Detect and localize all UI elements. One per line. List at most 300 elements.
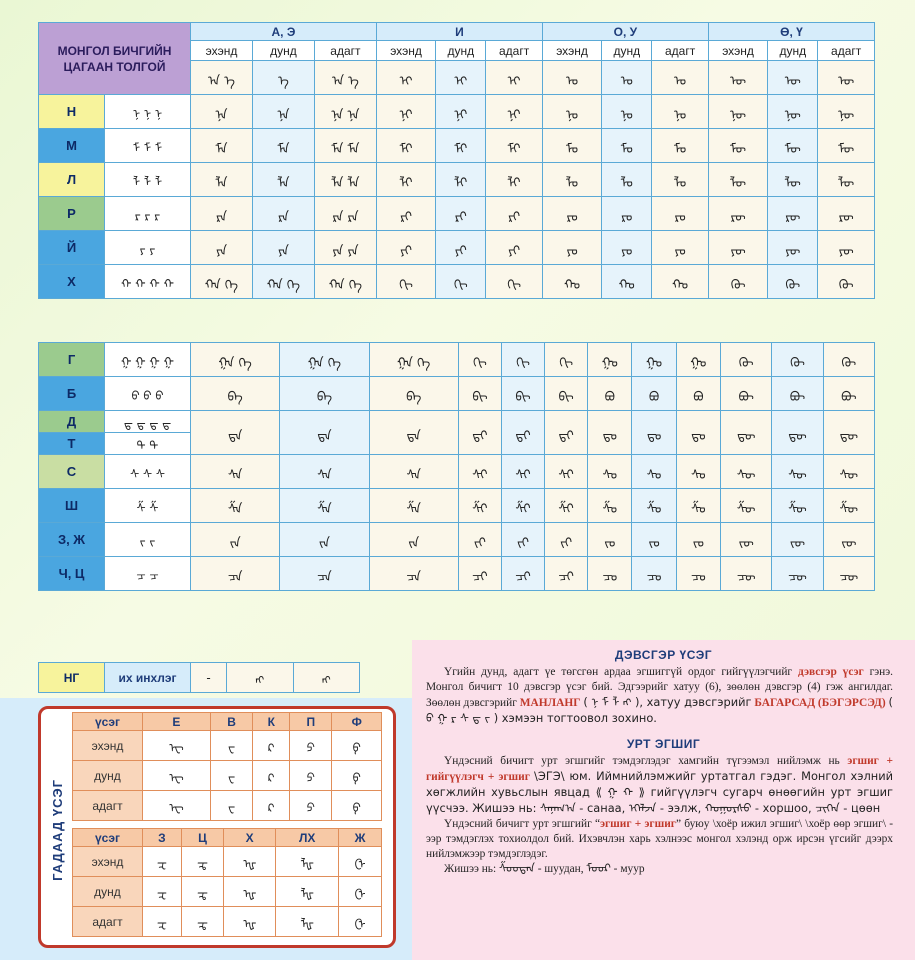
- letter-row: [39, 197, 875, 231]
- foreign-header-row: [73, 713, 382, 731]
- syllable-cell: ᠪᠣ: [632, 377, 676, 411]
- syllable-cell: ᠯᠥ: [818, 163, 875, 197]
- foreign-glyph-cell: ᠺ: [253, 791, 290, 821]
- syllable-cell: ᠮᠠ: [191, 129, 253, 163]
- section-title-devsger: ДЭВСГЭР ҮСЭГ: [614, 648, 713, 662]
- syllable-cell: ᠱᠥ: [721, 489, 772, 523]
- latin-letter-label: М: [39, 129, 105, 163]
- foreign-header-cell: Ф: [332, 713, 382, 731]
- syllable-cell: ᠳᠢ: [501, 411, 544, 455]
- vowel-form-cell: ᠠ ᠡ: [191, 61, 253, 95]
- syllable-cell: ᠷᠥ: [708, 197, 767, 231]
- syllable-cell: ᠯᠣ: [602, 163, 652, 197]
- syllable-cell: ᠴᠥ: [721, 557, 772, 591]
- syllable-cell: ᠨᠠ: [191, 95, 253, 129]
- syllable-cell: ᠬᠣ: [542, 265, 601, 299]
- syllable-cell: ᠬᠥ: [708, 265, 767, 299]
- letter-forms-cell: ᠵ ᠵ: [105, 523, 191, 557]
- foreign-letters-side-label: [46, 720, 68, 940]
- syllable-cell: ᠯᠠ: [191, 163, 253, 197]
- syllable-cell: ᠴᠥ: [823, 557, 874, 591]
- foreign-glyph-cell: ᠺ: [253, 761, 290, 791]
- text-span: ( ᠨ ᠮ ᠯ ᠩ ), хатуу дэвсгэрийг: [583, 695, 752, 709]
- letter-row: [39, 455, 875, 489]
- letter-forms-cell: ᠭ ᠭ ᠭ ᠭ: [105, 343, 191, 377]
- vowel-form-cell: ᠡ: [252, 61, 314, 95]
- syllable-cell: ᠪᠥ: [772, 377, 823, 411]
- letter-forms-cell: ᠴ ᠴ: [105, 557, 191, 591]
- syllable-cell: ᠨᠥ: [818, 95, 875, 129]
- syllable-cell: ᠮᠥ: [768, 129, 818, 163]
- position-header: эхэнд: [376, 41, 435, 61]
- syllable-cell: ᠶᠣ: [602, 231, 652, 265]
- latin-letter-label: Р: [39, 197, 105, 231]
- syllable-cell: ᠬᠢ: [376, 265, 435, 299]
- syllable-cell: ᠭᠥ: [721, 343, 772, 377]
- syllable-cell: ᠳᠠ: [280, 411, 369, 455]
- letter-forms-cell: ᠶ ᠶ: [105, 231, 191, 265]
- foreign-glyph-cell: ᠸ: [210, 761, 253, 791]
- syllable-cell: ᠯᠢ: [376, 163, 435, 197]
- highlight-term: эгшиг + гийгүүлэгч + эгшиг: [426, 755, 893, 783]
- syllable-cell: ᠵᠣ: [632, 523, 676, 557]
- syllable-cell: ᠪᠠ: [369, 377, 458, 411]
- syllable-cell: ᠴᠣ: [588, 557, 632, 591]
- syllable-cell: ᠶᠥ: [818, 231, 875, 265]
- foreign-header-cell: Ц: [181, 829, 223, 847]
- letter-row: [39, 265, 875, 299]
- syllable-cell: ᠷᠥ: [818, 197, 875, 231]
- syllable-cell: ᠳᠣ: [632, 411, 676, 455]
- syllable-cell: ᠴᠣ: [676, 557, 720, 591]
- foreign-position-label: эхэнд: [73, 731, 143, 761]
- ng-letter-row: [38, 662, 360, 693]
- foreign-header-row: [73, 829, 382, 847]
- foreign-glyph-cell: ᠿ: [339, 847, 382, 877]
- syllable-cell: ᠭᠠ ᠭᠡ: [191, 343, 280, 377]
- syllable-cell: ᠶᠣ: [542, 231, 601, 265]
- syllable-cell: ᠵᠥ: [823, 523, 874, 557]
- syllable-cell: ᠭᠢ: [545, 343, 588, 377]
- syllable-cell: ᠰᠣ: [588, 455, 632, 489]
- foreign-header-cell: Ж: [339, 829, 382, 847]
- syllable-cell: ᠴᠠ: [191, 557, 280, 591]
- highlight-term: БАГАРСАД (БЭГЭРСЭД): [754, 697, 886, 709]
- foreign-header-cell: Е: [143, 713, 211, 731]
- vowel-consonant-table-top: [38, 22, 875, 299]
- foreign-row: [73, 847, 382, 877]
- syllable-cell: ᠵᠥ: [772, 523, 823, 557]
- letter-row: [39, 129, 875, 163]
- syllable-cell: ᠯᠢ: [436, 163, 486, 197]
- text-span: ” буюу \хоёр ижил эгшиг\ \хоёр өөр эгшиг\ - ээр тэмдэглэх тохиолдол бий. Ихэвчлэн харь хэлнээс монгол хэлэнд орж ирсэн үгсийг дээрх нийлэмжээр тэмдэглэдэг.: [426, 818, 894, 860]
- syllable-cell: ᠪᠢ: [545, 377, 588, 411]
- foreign-glyph-cell: ᠸ: [210, 791, 253, 821]
- syllable-cell: ᠬᠠ ᠬᠡ: [252, 265, 314, 299]
- syllable-cell: ᠯᠣ: [542, 163, 601, 197]
- syllable-cell: ᠶᠢ: [376, 231, 435, 265]
- syllable-cell: ᠯᠥ: [768, 163, 818, 197]
- position-header: эхэнд: [191, 41, 253, 61]
- syllable-cell: ᠪᠠ: [191, 377, 280, 411]
- syllable-cell: ᠰᠠ: [280, 455, 369, 489]
- foreign-glyph-cell: ᠽ: [143, 907, 182, 937]
- syllable-cell: ᠴᠢ: [501, 557, 544, 591]
- foreign-glyph-cell: ᠹ: [332, 761, 382, 791]
- foreign-glyph-cell: ᠧ: [143, 761, 211, 791]
- syllable-cell: ᠵᠠ: [191, 523, 280, 557]
- latin-letter-label: Ш: [39, 489, 105, 523]
- syllable-cell: ᠵᠢ: [458, 523, 501, 557]
- foreign-glyph-cell: ᠹ: [332, 791, 382, 821]
- syllable-cell: ᠱᠢ: [545, 489, 588, 523]
- foreign-header-cell: Х: [224, 829, 276, 847]
- syllable-cell: ᠮᠢ: [376, 129, 435, 163]
- syllable-cell: ᠮᠣ: [602, 129, 652, 163]
- syllable-cell: ᠰᠥ: [823, 455, 874, 489]
- syllable-cell: ᠴᠠ: [369, 557, 458, 591]
- foreign-glyph-cell: ᠽ: [143, 877, 182, 907]
- long-vowel-paragraph-2: [412, 817, 915, 862]
- letter-row: [39, 343, 875, 377]
- syllable-cell: ᠰᠥ: [721, 455, 772, 489]
- syllable-cell: ᠪᠣ: [676, 377, 720, 411]
- table-corner-label: МОНГОЛ БИЧГИЙН ЦАГААН ТОЛГОЙ: [39, 23, 191, 95]
- vowel-group-header: А, Э: [191, 23, 377, 41]
- syllable-cell: ᠪᠢ: [458, 377, 501, 411]
- syllable-cell: ᠵᠢ: [501, 523, 544, 557]
- syllable-cell: ᠭᠣ: [676, 343, 720, 377]
- letter-forms-cell: ᠯ ᠯ ᠯ: [105, 163, 191, 197]
- letter-forms-cell: ᠷ ᠷ ᠷ: [105, 197, 191, 231]
- position-header: дунд: [768, 41, 818, 61]
- syllable-cell: ᠭᠢ: [501, 343, 544, 377]
- syllable-cell: ᠮᠣ: [542, 129, 601, 163]
- position-header: дунд: [602, 41, 652, 61]
- syllable-cell: ᠬᠣ: [602, 265, 652, 299]
- letter-row: [39, 163, 875, 197]
- syllable-cell: ᠶᠠ: [252, 231, 314, 265]
- syllable-cell: ᠶᠣ: [652, 231, 709, 265]
- syllable-cell: ᠯᠠ ᠯᠡ: [314, 163, 376, 197]
- syllable-cell: ᠰᠢ: [501, 455, 544, 489]
- syllable-cell: ᠰᠢ: [458, 455, 501, 489]
- syllable-cell: ᠴᠢ: [545, 557, 588, 591]
- section-title-urt-egshig: УРТ ЭГШИГ: [626, 737, 701, 751]
- syllable-cell: ᠶᠠ ᠶᠡ: [314, 231, 376, 265]
- latin-letter-label: Т: [39, 433, 105, 455]
- foreign-glyph-cell: ᠾ: [224, 847, 276, 877]
- position-header: адагт: [486, 41, 543, 61]
- syllable-cell: ᠱᠥ: [823, 489, 874, 523]
- vowel-form-cell: ᠢ: [436, 61, 486, 95]
- foreign-position-label: адагт: [73, 907, 143, 937]
- foreign-header-cell: П: [290, 713, 332, 731]
- syllable-cell: ᠭᠥ: [823, 343, 874, 377]
- syllable-cell: ᠪᠠ: [280, 377, 369, 411]
- syllable-cell: ᠶᠢ: [486, 231, 543, 265]
- foreign-glyph-cell: ᠽ: [143, 847, 182, 877]
- vowel-form-cell: ᠣ: [602, 61, 652, 95]
- syllable-cell: ᠭᠢ: [458, 343, 501, 377]
- foreign-glyph-cell: ᠺ: [253, 731, 290, 761]
- syllable-cell: ᠷᠥ: [768, 197, 818, 231]
- syllable-cell: ᠪᠣ: [588, 377, 632, 411]
- ng-cell: ᠩ: [227, 663, 293, 693]
- foreign-glyph-cell: ᠧ: [143, 731, 211, 761]
- foreign-row: [73, 731, 382, 761]
- foreign-letters-table-1: [72, 712, 382, 821]
- highlight-term: МАНЛАНГ: [519, 697, 581, 709]
- ng-latin-label: НГ: [39, 663, 105, 693]
- syllable-cell: ᠯᠠ: [252, 163, 314, 197]
- latin-letter-label: Л: [39, 163, 105, 197]
- vowel-form-cell: ᠣ: [542, 61, 601, 95]
- syllable-cell: ᠷᠣ: [542, 197, 601, 231]
- letter-forms-cell: ᠮ ᠮ ᠮ: [105, 129, 191, 163]
- position-header: адагт: [314, 41, 376, 61]
- syllable-cell: ᠷᠣ: [652, 197, 709, 231]
- text-span: Үндэсний бичигт урт эгшгийг тэмдэглэдэг хамгийн түгээмэл нийлэмж нь: [444, 755, 840, 767]
- syllable-cell: ᠨᠠ: [252, 95, 314, 129]
- long-vowel-paragraph-1: [412, 754, 915, 817]
- syllable-cell: ᠨᠢ: [436, 95, 486, 129]
- syllable-cell: ᠳᠠ: [191, 411, 280, 455]
- position-header: эхэнд: [542, 41, 601, 61]
- syllable-cell: ᠭᠠ ᠭᠡ: [369, 343, 458, 377]
- syllable-cell: ᠮᠣ: [652, 129, 709, 163]
- syllable-cell: ᠮᠠ ᠮᠡ: [314, 129, 376, 163]
- foreign-header-cell: ЛХ: [276, 829, 339, 847]
- syllable-cell: ᠯᠢ: [486, 163, 543, 197]
- syllable-cell: ᠳᠢ: [458, 411, 501, 455]
- letter-forms-cell: ᠨ ᠨ ᠨ: [105, 95, 191, 129]
- text-span: Үгийн дунд, адагт үе төгсгөн ардаа эгшиггүй ордог гийгүүлэгчийг: [444, 666, 793, 678]
- syllable-cell: ᠴᠠ: [280, 557, 369, 591]
- syllable-cell: ᠳᠢ: [545, 411, 588, 455]
- foreign-row: [73, 877, 382, 907]
- syllable-cell: ᠭᠣ: [588, 343, 632, 377]
- foreign-row: [73, 907, 382, 937]
- syllable-cell: ᠷᠢ: [376, 197, 435, 231]
- syllable-cell: ᠬᠢ: [486, 265, 543, 299]
- syllable-cell: ᠱᠢ: [501, 489, 544, 523]
- syllable-cell: ᠨᠢ: [376, 95, 435, 129]
- syllable-cell: ᠨᠠ ᠨᠡ: [314, 95, 376, 129]
- syllable-cell: ᠨᠣ: [652, 95, 709, 129]
- syllable-cell: ᠮᠢ: [486, 129, 543, 163]
- foreign-row: [73, 791, 382, 821]
- syllable-cell: ᠬᠢ: [436, 265, 486, 299]
- letter-row: [39, 95, 875, 129]
- letter-forms-cell: ᠬ ᠬ ᠬ ᠬ: [105, 265, 191, 299]
- syllable-cell: ᠳᠥ: [823, 411, 874, 455]
- syllable-cell: ᠵᠢ: [545, 523, 588, 557]
- consonant-table-middle: [38, 342, 875, 591]
- latin-letter-label: Н: [39, 95, 105, 129]
- text-span: ( ᠪ ᠭ ᠷ ᠰ ᠳ ᠵ ) хэмээн тогтоовол зохино.: [426, 695, 893, 725]
- syllable-cell: ᠬᠠ ᠬᠡ: [191, 265, 253, 299]
- syllable-cell: ᠷᠠ: [252, 197, 314, 231]
- syllable-cell: ᠬᠥ: [818, 265, 875, 299]
- syllable-cell: ᠰᠣ: [632, 455, 676, 489]
- syllable-cell: ᠭᠣ: [632, 343, 676, 377]
- syllable-cell: ᠰᠢ: [545, 455, 588, 489]
- vowel-form-cell: ᠣ: [652, 61, 709, 95]
- syllable-cell: ᠶᠠ: [191, 231, 253, 265]
- syllable-cell: ᠵᠠ: [280, 523, 369, 557]
- syllable-cell: ᠰᠥ: [772, 455, 823, 489]
- foreign-glyph-cell: ᠿ: [339, 877, 382, 907]
- foreign-glyph-cell: ᠼ: [181, 907, 223, 937]
- syllable-cell: ᠳᠣ: [588, 411, 632, 455]
- letter-forms-cell: ᠪ ᠪ ᠪ: [105, 377, 191, 411]
- foreign-row: [73, 761, 382, 791]
- ng-cell: ᠩ: [293, 663, 360, 693]
- syllable-cell: ᠨᠣ: [602, 95, 652, 129]
- syllable-cell: ᠮᠥ: [818, 129, 875, 163]
- vowel-group-header: И: [376, 23, 542, 41]
- syllable-cell: ᠶᠥ: [768, 231, 818, 265]
- syllable-cell: ᠨᠣ: [542, 95, 601, 129]
- foreign-glyph-cell: ᠿ: [339, 907, 382, 937]
- syllable-cell: ᠳᠠ: [369, 411, 458, 455]
- letter-row: [39, 377, 875, 411]
- vowel-form-cell: ᠥ: [768, 61, 818, 95]
- letter-forms-cell: ᠱ ᠱ: [105, 489, 191, 523]
- foreign-glyph-cell: ᠫ: [290, 731, 332, 761]
- syllable-cell: ᠳᠣ: [676, 411, 720, 455]
- syllable-cell: ᠬᠠ ᠬᠡ: [314, 265, 376, 299]
- foreign-glyph-cell: ᠸ: [210, 731, 253, 761]
- syllable-cell: ᠬᠥ: [768, 265, 818, 299]
- syllable-cell: ᠮᠢ: [436, 129, 486, 163]
- syllable-cell: ᠮᠥ: [708, 129, 767, 163]
- syllable-cell: ᠷᠣ: [602, 197, 652, 231]
- vowel-group-header: Ө, Ү: [708, 23, 874, 41]
- syllable-cell: ᠷᠠ ᠷᠡ: [314, 197, 376, 231]
- letter-row: [39, 489, 875, 523]
- foreign-letters-title: ГАДААД ҮСЭГ: [49, 779, 65, 881]
- syllable-cell: ᠨᠥ: [768, 95, 818, 129]
- syllable-cell: ᠮᠠ: [252, 129, 314, 163]
- vowel-form-cell: ᠠ ᠡ: [314, 61, 376, 95]
- foreign-glyph-cell: ᠹ: [332, 731, 382, 761]
- foreign-position-label: эхэнд: [73, 847, 143, 877]
- ng-description: их инхлэг: [105, 663, 191, 693]
- syllable-cell: ᠪᠥ: [721, 377, 772, 411]
- syllable-cell: ᠰᠣ: [676, 455, 720, 489]
- syllable-cell: ᠪᠥ: [823, 377, 874, 411]
- foreign-glyph-cell: ᡀ: [276, 907, 339, 937]
- latin-letter-label: Г: [39, 343, 105, 377]
- syllable-cell: ᠨᠥ: [708, 95, 767, 129]
- vowel-form-cell: ᠥ: [818, 61, 875, 95]
- letter-row: [39, 411, 875, 433]
- position-header: эхэнд: [708, 41, 767, 61]
- vowel-form-cell: ᠥ: [708, 61, 767, 95]
- letter-forms-cell: ᠳ ᠳ ᠳ ᠳ: [105, 411, 191, 433]
- syllable-cell: ᠴᠢ: [458, 557, 501, 591]
- syllable-cell: ᠷᠢ: [436, 197, 486, 231]
- syllable-cell: ᠰᠠ: [191, 455, 280, 489]
- text-span: \ЭГЭ\ юм. Иймнийлэмжийг уртатгал гэдэг. Монгол хэлний хөгжлийн хувьслын явцад ⟪ ᠭ ᠬ ⟫ гийгүүлэгч сугарч өнөөгийн урт эгшиг үүсчээ. Жишээ нь: ᠰᠠᠨᠠᠭ᠎ᠠ - санаа, ᠡᠭᠡᠯᠵᠡ - ээлж, ᠬᠣᠭᠤᠷᠰᠤ - хоршоо, ᠴᠢᠭᠡᠨ - цөөн: [426, 769, 893, 815]
- foreign-glyph-cell: ᠫ: [290, 761, 332, 791]
- ng-cell: -: [191, 663, 227, 693]
- vowel-form-cell: ᠢ: [376, 61, 435, 95]
- foreign-glyph-cell: ᠧ: [143, 791, 211, 821]
- latin-letter-label: З, Ж: [39, 523, 105, 557]
- syllable-cell: ᠵᠣ: [588, 523, 632, 557]
- latin-letter-label: Д: [39, 411, 105, 433]
- foreign-header-cell: З: [143, 829, 182, 847]
- long-vowel-example: Жишээ нь: ᠱᠤᠤᠳᠠᠨ - шуудан, ᠮᠤᠤᠷ - муур: [444, 863, 645, 875]
- letter-row: [39, 231, 875, 265]
- syllable-cell: ᠱᠣ: [632, 489, 676, 523]
- syllable-cell: ᠱᠠ: [191, 489, 280, 523]
- foreign-position-label: дунд: [73, 877, 143, 907]
- syllable-cell: ᠱᠥ: [772, 489, 823, 523]
- syllable-cell: ᠱᠣ: [588, 489, 632, 523]
- foreign-glyph-cell: ᡀ: [276, 877, 339, 907]
- syllable-cell: ᠭᠥ: [772, 343, 823, 377]
- syllable-cell: ᠷᠠ: [191, 197, 253, 231]
- position-header: адагт: [652, 41, 709, 61]
- foreign-position-label: адагт: [73, 791, 143, 821]
- syllable-cell: ᠨᠢ: [486, 95, 543, 129]
- syllable-cell: ᠭᠠ ᠭᠡ: [280, 343, 369, 377]
- syllable-cell: ᠴᠥ: [772, 557, 823, 591]
- foreign-header-cell: В: [210, 713, 253, 731]
- highlight-term: эгшиг + эгшиг: [600, 818, 676, 830]
- latin-letter-label: Ч, Ц: [39, 557, 105, 591]
- foreign-header-cell: К: [253, 713, 290, 731]
- syllable-cell: ᠱᠠ: [280, 489, 369, 523]
- letter-row: [39, 523, 875, 557]
- foreign-glyph-cell: ᠾ: [224, 907, 276, 937]
- foreign-glyph-cell: ᠾ: [224, 877, 276, 907]
- syllable-cell: ᠱᠢ: [458, 489, 501, 523]
- latin-letter-label: Й: [39, 231, 105, 265]
- foreign-glyph-cell: ᠼ: [181, 847, 223, 877]
- latin-letter-label: Х: [39, 265, 105, 299]
- syllable-cell: ᠯᠣ: [652, 163, 709, 197]
- syllable-cell: ᠶᠥ: [708, 231, 767, 265]
- foreign-header-cell: үсэг: [73, 713, 143, 731]
- syllable-cell: ᠶᠢ: [436, 231, 486, 265]
- syllable-cell: ᠳᠥ: [772, 411, 823, 455]
- syllable-cell: ᠴᠣ: [632, 557, 676, 591]
- letter-forms-cell: ᠰ ᠰ ᠰ: [105, 455, 191, 489]
- explanation-panel: [412, 640, 915, 960]
- syllable-cell: ᠰᠠ: [369, 455, 458, 489]
- highlight-term: дэвсгэр үсэг: [798, 666, 864, 678]
- position-header: адагт: [818, 41, 875, 61]
- foreign-glyph-cell: ᡀ: [276, 847, 339, 877]
- syllable-cell: ᠬᠣ: [652, 265, 709, 299]
- syllable-cell: ᠪᠢ: [501, 377, 544, 411]
- devsger-paragraph: [412, 665, 915, 727]
- syllable-cell: ᠵᠥ: [721, 523, 772, 557]
- position-header: дунд: [252, 41, 314, 61]
- letter-row: [39, 557, 875, 591]
- latin-letter-label: Б: [39, 377, 105, 411]
- letter-forms-cell: ᠲ ᠲ: [105, 433, 191, 455]
- syllable-cell: ᠱᠣ: [676, 489, 720, 523]
- text-span: Үндэсний бичигт урт эгшгийг “: [444, 818, 601, 830]
- foreign-header-cell: үсэг: [73, 829, 143, 847]
- syllable-cell: ᠵᠣ: [676, 523, 720, 557]
